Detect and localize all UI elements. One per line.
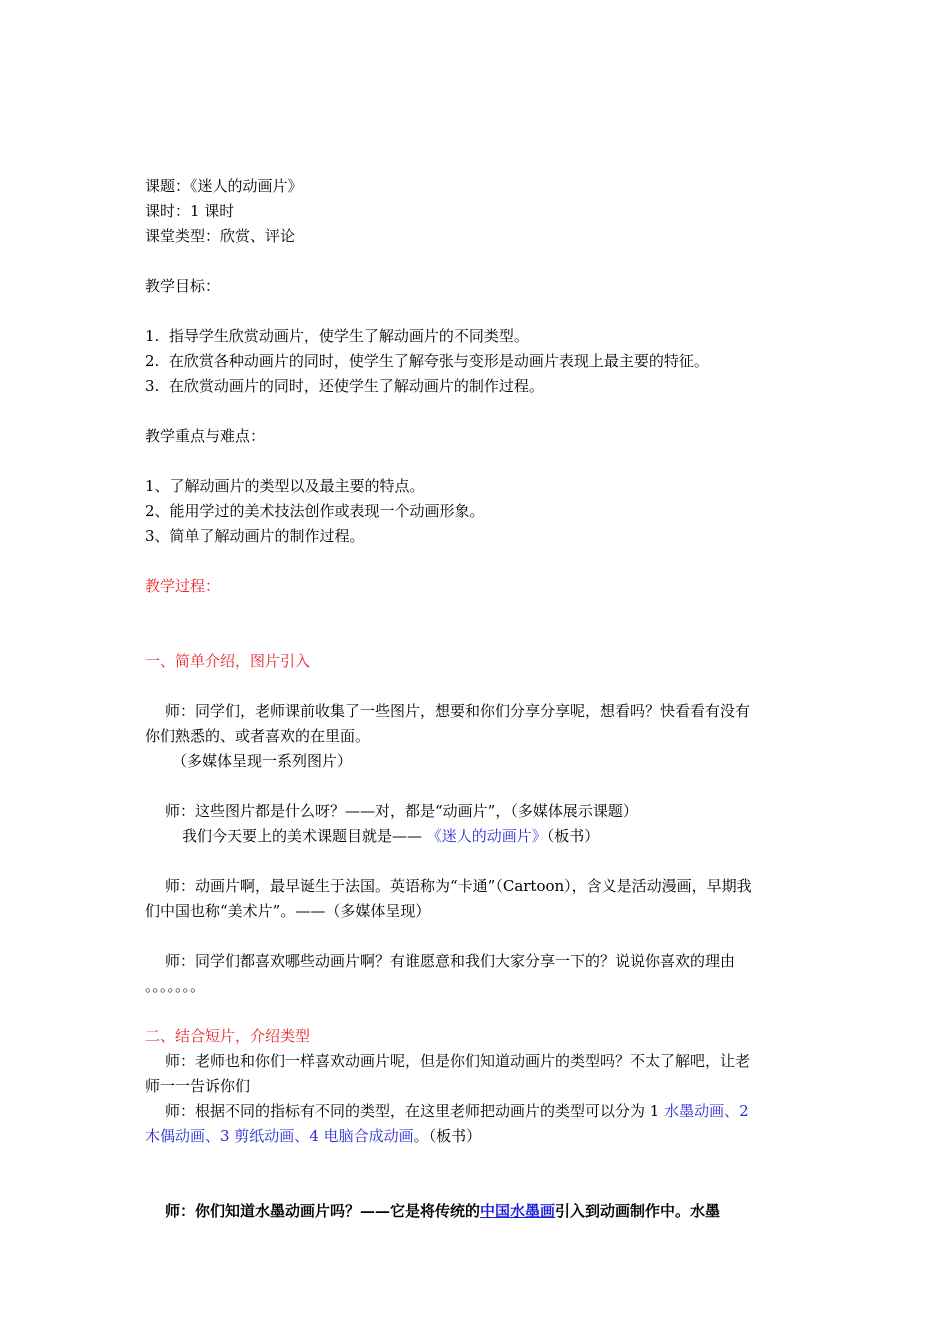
lesson-topic: 课题：《迷人的动画片》 [145, 177, 303, 195]
ink-painting-link[interactable]: 中国水墨画 [480, 1202, 556, 1220]
list-number: 1. [145, 327, 160, 345]
keypoint-item: 2、能用学过的美术技法创作或表现一个动画形象。 [145, 502, 485, 520]
section2-title: 二、结合短片，介绍类型 [145, 1027, 311, 1045]
paragraph-line: 。。。。。。。 [145, 977, 206, 995]
paragraph-line: 师一一告诉你们 [145, 1077, 251, 1095]
text-span: （板书） [546, 827, 600, 845]
paragraph-line: 师：同学们都喜欢哪些动画片啊？有谁愿意和我们大家分享一下的？说说你喜欢的理由 [165, 952, 736, 970]
process-heading: 教学过程： [145, 577, 221, 595]
objectives-heading: 教学目标： [145, 277, 221, 295]
list-number: 3. [145, 377, 160, 395]
document-body [145, 174, 813, 1224]
paragraph-line: 们中国也称“美术片”。——（多媒体呈现） [145, 902, 431, 920]
keypoint-item: 1、了解动画片的类型以及最主要的特点。 [145, 477, 425, 495]
lesson-title-highlight: 《迷人的动画片》 [426, 827, 547, 845]
objective-item [145, 374, 813, 399]
animation-types-highlight: 木偶动画、3 剪纸动画、4 电脑合成动画 [145, 1127, 414, 1145]
lesson-hours: 课时：1 课时 [145, 202, 235, 220]
text-span: 。（板书） [413, 1127, 482, 1145]
section1-title: 一、简单介绍，图片引入 [145, 652, 311, 670]
paragraph-line: 师：动画片啊，最早诞生于法国。英语称为“卡通”（Cartoon），含义是活动漫画，早期我 [165, 877, 752, 895]
paragraph-line: 师：这些图片都是什么呀？——对，都是“动画片”，（多媒体展示课题） [165, 802, 638, 820]
paragraph-line: 你们熟悉的、或者喜欢的在里面。 [145, 727, 371, 745]
objective-text: 在欣赏各种动画片的同时，使学生了解夸张与变形是动画片表现上最主要的特征。 [168, 352, 709, 370]
paragraph-line [145, 1124, 813, 1149]
text-span: 师：根据不同的指标有不同的类型，在这里老师把动画片的类型可以分为 1 [165, 1102, 665, 1120]
objective-text: 在欣赏动画片的同时，还使学生了解动画片的制作过程。 [168, 377, 544, 395]
text-span: 引入到动画制作中。水墨 [555, 1202, 721, 1220]
paragraph-line: 师：同学们，老师课前收集了一些图片，想要和你们分享分享呢，想看吗？快看看有没有 [165, 702, 751, 720]
paragraph-line [145, 824, 813, 849]
animation-types-highlight: 水墨动画、2 [664, 1102, 749, 1120]
objective-item [145, 324, 813, 349]
keypoints-heading: 教学重点与难点： [145, 427, 266, 445]
paragraph-line [145, 1099, 813, 1124]
paragraph-line [145, 1199, 813, 1224]
objective-item [145, 349, 813, 374]
text-span: 我们今天要上的美术课题目就是—— [182, 827, 427, 845]
lesson-type: 课堂类型：欣赏、评论 [145, 227, 296, 245]
text-span: 师：你们知道水墨动画片吗？——它是将传统的 [165, 1202, 481, 1220]
list-number: 2. [145, 352, 160, 370]
paragraph-line: 师：老师也和你们一样喜欢动画片呢，但是你们知道动画片的类型吗？不太了解吧，让老 [165, 1052, 751, 1070]
objective-text: 指导学生欣赏动画片，使学生了解动画片的不同类型。 [168, 327, 529, 345]
multimedia-note: （多媒体呈现一系列图片） [172, 752, 353, 770]
keypoint-item: 3、简单了解动画片的制作过程。 [145, 527, 365, 545]
